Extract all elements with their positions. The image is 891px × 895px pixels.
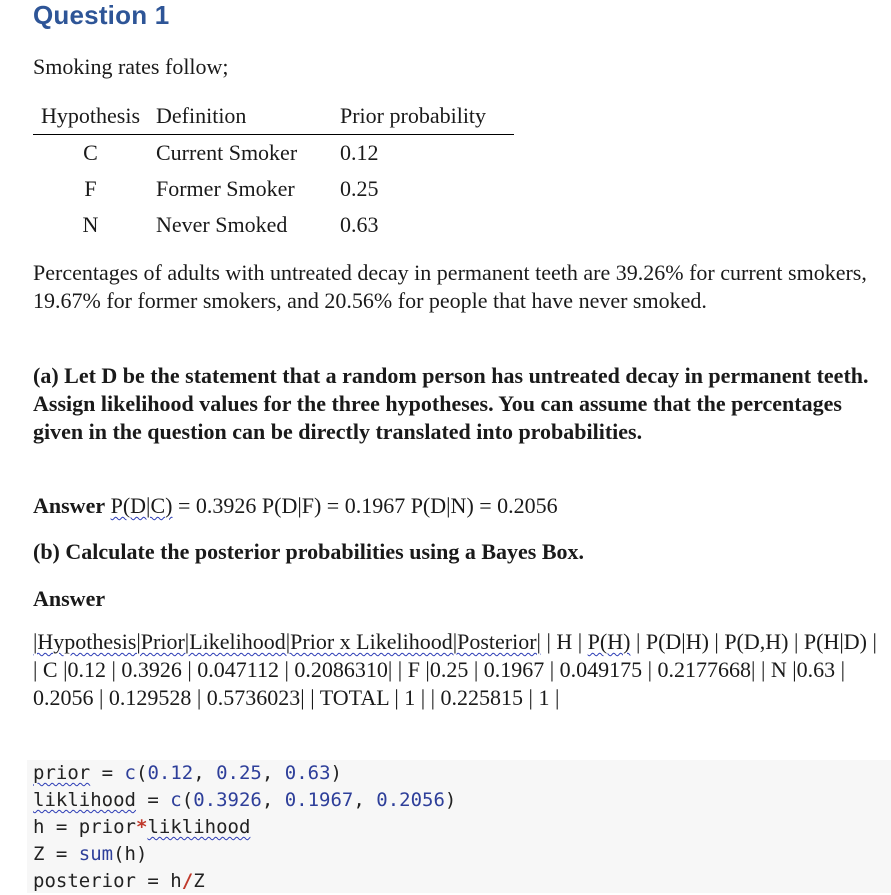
r-code-block xyxy=(27,760,891,893)
code-var: prior xyxy=(33,762,91,784)
code-operand: h xyxy=(170,870,182,892)
question-a: (a) Let D be the statement that a random person has untreated decay in permanent teeth. Assign likelihood values for the three hypotheses. You can assume that the percentages given in the question can be directly translated into probabilities. xyxy=(33,363,869,444)
code-sep: , xyxy=(353,789,377,811)
code-line xyxy=(33,841,891,868)
table-cell-prior: 0.12 xyxy=(340,140,379,165)
code-line xyxy=(33,814,891,841)
table-cell-hypothesis: N xyxy=(82,212,99,237)
code-operand: prior xyxy=(78,816,136,838)
answer-a-label: Answer xyxy=(33,493,106,518)
code-number: 0.2056 xyxy=(376,789,445,811)
percentages-paragraph: Percentages of adults with untreated decay in permanent teeth are 39.26% for current smokers, 19.67% for former smokers, and 20.56% for people that have never smoked. xyxy=(33,260,867,313)
code-arg: (h) xyxy=(113,843,148,865)
answer-b-label: Answer xyxy=(33,586,106,611)
code-function: sum xyxy=(78,843,114,865)
code-line xyxy=(33,868,891,895)
code-number: 0.3926 xyxy=(193,789,262,811)
code-var: posterior xyxy=(33,870,136,892)
code-operator: * xyxy=(135,816,148,838)
question-heading: Question 1 xyxy=(33,0,170,30)
bayes-ph-text: P(H) xyxy=(587,629,631,654)
table-header-prior: Prior probability xyxy=(332,102,514,135)
code-function: c xyxy=(170,789,182,811)
code-operator: / xyxy=(181,870,194,892)
code-paren: ( xyxy=(135,762,148,784)
table-header-hypothesis: Hypothesis xyxy=(33,102,148,135)
code-number: 0.12 xyxy=(147,762,194,784)
code-number: 0.63 xyxy=(284,762,331,784)
answer-a xyxy=(33,492,878,520)
table-cell-hypothesis: F xyxy=(84,176,97,201)
table-cell-definition: Never Smoked xyxy=(156,212,288,237)
table-cell-prior: 0.25 xyxy=(340,176,379,201)
code-number: 0.1967 xyxy=(284,789,354,811)
code-var: Z xyxy=(33,843,45,865)
table-cell-prior: 0.63 xyxy=(340,212,379,237)
code-function: c xyxy=(124,762,136,784)
bayes-body-text: | P(D|H) | P(D,H) | P(H|D) | | C |0.12 | 0.3926 | 0.047112 | 0.2086310| | F |0.25 | 0.1967 | 0.049175 | 0.2177668| | N |0.63 | 0.2056 | 0.129528 | 0.5736023| | TOTAL | 1 | | 0.225815 | 1 | xyxy=(33,629,877,710)
code-var: liklihood xyxy=(33,789,136,811)
table-row xyxy=(33,135,514,172)
table-row xyxy=(33,171,514,207)
code-sep: , xyxy=(261,789,285,811)
bayes-text-segment: | H | xyxy=(540,629,583,654)
prior-table xyxy=(33,102,514,243)
code-operand: Z xyxy=(193,870,205,892)
table-cell-hypothesis: C xyxy=(83,140,98,165)
table-header-definition: Definition xyxy=(148,102,332,135)
code-paren: ) xyxy=(444,789,457,811)
code-assign: = xyxy=(90,762,125,784)
code-assign: = xyxy=(135,870,171,892)
code-line xyxy=(33,787,891,814)
answer-a-pdc: P(D|C) xyxy=(110,493,173,518)
code-line xyxy=(33,760,891,787)
code-paren: ) xyxy=(330,762,342,784)
code-number: 0.25 xyxy=(216,762,262,784)
table-cell-definition: Current Smoker xyxy=(156,140,298,165)
code-paren: ( xyxy=(181,789,194,811)
answer-a-values: = 0.3926 P(D|F) = 0.1967 P(D|N) = 0.2056 xyxy=(172,493,558,518)
prior-table-wrapper xyxy=(33,102,514,243)
code-assign: = xyxy=(44,843,79,865)
question-b: (b) Calculate the posterior probabilities using a Bayes Box. xyxy=(33,539,585,564)
table-cell-definition: Former Smoker xyxy=(156,176,295,201)
bayes-header-text: |Hypothesis|Prior|Likelihood|Prior x Likelihood|Posterior| xyxy=(33,629,541,654)
table-header-row xyxy=(33,102,514,135)
table-row xyxy=(33,207,514,243)
code-var: h xyxy=(33,816,45,838)
code-assign: = xyxy=(135,789,171,811)
code-sep: , xyxy=(261,762,285,784)
code-sep: , xyxy=(193,762,217,784)
code-operand: liklihood xyxy=(147,816,251,838)
code-assign: = xyxy=(44,816,79,838)
bayes-box-text xyxy=(33,628,878,712)
intro-text: Smoking rates follow; xyxy=(33,54,229,79)
